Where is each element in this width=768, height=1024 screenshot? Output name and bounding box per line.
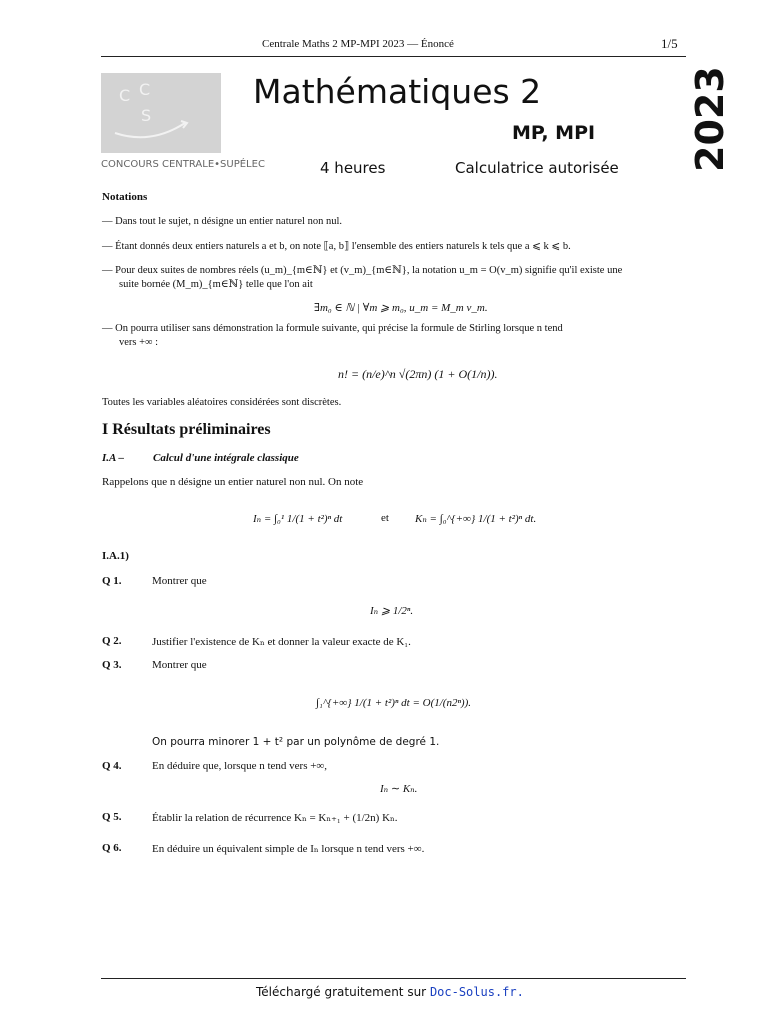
big-o-definition-formula: ∃m₀ ∈ ℕ | ∀m ⩾ m₀, u_m = M_m v_m.	[314, 302, 488, 314]
running-title: Centrale Maths 2 MP-MPI 2023 — Énoncé	[262, 38, 454, 50]
notation-item-4-line-2: vers +∞ :	[119, 337, 159, 348]
intro-text: Rappelons que n désigne un entier naturel non nul. On note	[102, 476, 364, 488]
discrete-note: Toutes les variables aléatoires considérées sont discrètes.	[102, 397, 342, 408]
integral-I-definition: Iₙ = ∫₀¹ 1/(1 + t²)ⁿ dt	[253, 513, 343, 525]
conjunction-et: et	[381, 512, 389, 524]
logo-text: CONCOURS CENTRALE•SUPÉLEC	[101, 159, 265, 170]
integral-K-definition: Kₙ = ∫₀^{+∞} 1/(1 + t²)ⁿ dt.	[415, 513, 537, 525]
logo-block	[101, 73, 221, 153]
part-label: I.A.1)	[102, 550, 129, 562]
question-label-5: Q 5.	[102, 811, 122, 823]
question-text-2: Justifier l'existence de Kₙ et donner la valeur exacte de K₁.	[152, 636, 411, 648]
notation-item-1: — Dans tout le sujet, n désigne un entier naturel non nul.	[102, 216, 342, 227]
footer	[256, 985, 524, 999]
calculator-note: Calculatrice autorisée	[455, 159, 619, 177]
logo-graphic	[101, 73, 221, 153]
notation-item-3-line-1: — Pour deux suites de nombres réels (u_m)_{m∈ℕ} et (v_m)_{m∈ℕ}, la notation u_m = O(v_m) signifie qu'il existe une	[102, 265, 623, 276]
question-label-1: Q 1.	[102, 575, 122, 587]
question-hint-3: On pourra minorer 1 + t² par un polynôme de degré 1.	[152, 736, 440, 748]
question-text-6: En déduire un équivalent simple de Iₙ lorsque n tend vers +∞.	[152, 843, 425, 855]
question-text-1: Montrer que	[152, 575, 207, 587]
svg-text:C: C	[139, 80, 151, 99]
footer-text: Téléchargé gratuitement sur	[256, 985, 427, 999]
page-number: 1/5	[661, 36, 678, 51]
question-label-6: Q 6.	[102, 842, 122, 854]
question-text-4: En déduire que, lorsque n tend vers +∞,	[152, 760, 328, 772]
svg-text:S: S	[141, 106, 152, 125]
question-formula-3: ∫₁^{+∞} 1/(1 + t²)ⁿ dt = O(1/(n2ⁿ)).	[316, 697, 472, 709]
duration: 4 heures	[320, 159, 386, 177]
section-title: I Résultats préliminaires	[102, 421, 271, 438]
subsection-label: I.A –	[102, 452, 125, 464]
notation-item-3-line-2: suite bornée (M_m)_{m∈ℕ} telle que l'on ait	[119, 279, 313, 290]
page-title: Mathématiques 2	[253, 72, 542, 111]
stirling-formula: n! = (n/e)^n √(2πn) (1 + O(1/n)).	[338, 367, 498, 381]
track-label: MP, MPI	[512, 122, 596, 144]
question-text-5: Établir la relation de récurrence Kₙ = Kₙ₊₁ + (1/2n) Kₙ.	[152, 812, 398, 824]
notation-item-2: — Étant donnés deux entiers naturels a et b, on note ⟦a, b⟧ l'ensemble des entiers naturels k tels que a ⩽ k ⩽ b.	[102, 241, 571, 252]
question-label-3: Q 3.	[102, 659, 122, 671]
year-vertical: 2023	[688, 66, 732, 172]
question-text-3: Montrer que	[152, 659, 207, 671]
question-label-2: Q 2.	[102, 635, 122, 647]
svg-text:C: C	[119, 86, 131, 105]
footer-rule	[101, 978, 686, 979]
subsection-title: Calcul d'une intégrale classique	[153, 452, 299, 464]
notation-item-4-line-1: — On pourra utiliser sans démonstration la formule suivante, qui précise la formule de Stirling lorsque n tend	[102, 323, 563, 334]
footer-period: .	[516, 985, 524, 999]
question-formula-1: Iₙ ⩾ 1/2ⁿ.	[370, 605, 414, 617]
question-formula-4: Iₙ ∼ Kₙ.	[380, 783, 418, 795]
question-label-4: Q 4.	[102, 760, 122, 772]
header-rule	[101, 56, 686, 57]
notations-heading: Notations	[102, 191, 148, 203]
footer-link[interactable]: Doc-Solus.fr	[429, 985, 517, 999]
